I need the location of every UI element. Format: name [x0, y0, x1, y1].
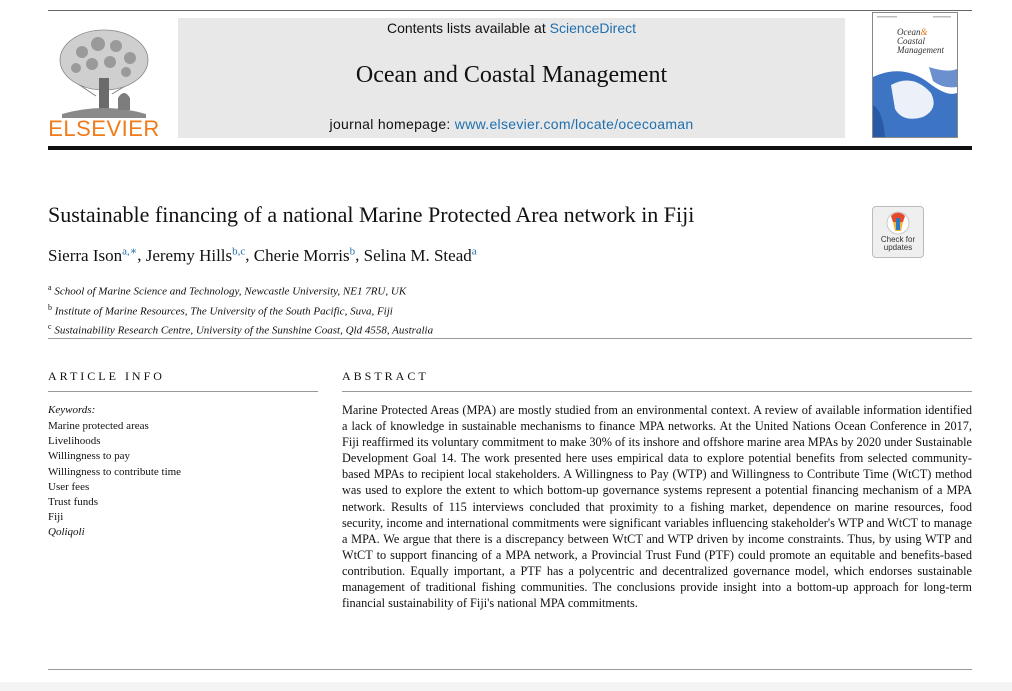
keyword-item[interactable]: Trust funds — [48, 496, 99, 509]
author-superscript[interactable]: a — [471, 245, 477, 257]
author-superscript[interactable]: b,c — [232, 245, 246, 257]
keyword-item[interactable]: Fiji — [48, 511, 64, 524]
sciencedirect-link[interactable]: ScienceDirect — [549, 20, 636, 36]
top-rule — [48, 10, 972, 11]
author-list — [48, 244, 477, 266]
cover-title-line2: Coastal — [897, 36, 926, 46]
updates-line1: Check for — [880, 235, 916, 244]
keyword-item[interactable]: Willingness to pay — [48, 450, 131, 463]
section-divider — [48, 338, 972, 339]
keyword-item[interactable]: Marine protected areas — [48, 420, 149, 432]
contents-prefix: Contents lists available at — [386, 20, 550, 36]
author-superscript[interactable]: b — [349, 245, 356, 257]
header-thick-rule — [48, 146, 972, 150]
contents-line — [178, 20, 845, 36]
abstract-heading: ABSTRACT — [342, 369, 429, 383]
cover-title-line1: Ocean — [897, 27, 921, 37]
article-info-heading: ARTICLE INFO — [48, 369, 165, 383]
abstract-rule — [342, 391, 972, 392]
check-for-updates-badge[interactable] — [872, 206, 924, 258]
affiliation-item — [48, 300, 433, 320]
keyword-item[interactable]: Willingness to contribute time — [48, 465, 182, 478]
author[interactable] — [254, 246, 355, 265]
check-for-updates-icon — [885, 210, 911, 236]
homepage-prefix: journal homepage: — [329, 116, 455, 132]
affiliations — [48, 280, 433, 339]
author[interactable] — [364, 246, 477, 265]
keyword-list — [48, 419, 181, 541]
publisher-name: ELSEVIER — [48, 116, 160, 141]
author-name: Selina M. Stead — [363, 245, 472, 265]
affiliation-item — [48, 280, 433, 300]
journal-homepage-link[interactable]: www.elsevier.com/locate/ocecoaman — [454, 116, 694, 132]
footer-rule — [48, 669, 972, 670]
affiliation-text: School of Marine Science and Technology, Newcastle University, NE1 7RU, UK — [54, 285, 407, 298]
author-name: Cherie Morris — [253, 245, 350, 265]
cover-title-ampersand: & — [920, 27, 928, 37]
affiliation-item — [48, 319, 433, 339]
affiliation-marker: c — [48, 322, 52, 332]
article-info-rule — [48, 391, 318, 392]
author[interactable] — [48, 246, 137, 265]
author-superscript[interactable]: a,∗ — [122, 245, 138, 257]
author[interactable] — [146, 246, 246, 265]
homepage-line — [178, 116, 845, 132]
affiliation-text: Sustainability Research Centre, University of the Sunshine Coast, Qld 4558, Australia — [54, 324, 434, 337]
affiliation-marker: a — [48, 283, 52, 292]
affiliation-text: Institute of Marine Resources, The University of the South Pacific, Suva, Fiji — [54, 305, 393, 318]
keywords-label: Keywords: — [48, 404, 96, 416]
journal-title: Ocean and Coastal Management — [355, 62, 668, 88]
journal-masthead — [178, 18, 845, 138]
journal-cover-thumbnail — [872, 12, 958, 138]
cover-title — [897, 28, 944, 55]
cover-title-line3: Management — [897, 45, 944, 55]
page-bottom-strip — [0, 682, 1012, 691]
author-separator: , — [355, 245, 364, 265]
keyword-item[interactable]: Livelihoods — [48, 435, 101, 448]
abstract-text: Marine Protected Areas (MPA) are mostly studied from an environmental context. A review of available information identified a lack of knowledge in sustainable mechanisms to finance MPA networks. At the United Nations Ocean Conference in 2017, Fiji reaffirmed its voluntary commitment to make 30% of its inshore and offshore marine area MPAs by 2020 under Sustainable Development Goal 14. The work presented here uses empirical data to explore potential benefits from selected community-based MPAs to recipient local stakeholders. A Willingness to Pay (WTP) and Willingness to Contribute Time (WtCT) method was used to explore the extent to which bottom-up governance systems represent a potential financing mechanism of a MPA network. Results of 115 interviews concluded that proximity to a fishing market, dependence on marine resources, food security, income and international commitments were significant variables influencing stakeholder's WTP and WtCT to manage a MPA. We argue that there is a discrepancy between WtCT and WTP driven by income constraints. Thus, by using WTP and WtCT to support financing of a MPA network, a Provincial Trust Fund (PTF) could promote an equitable and benefits-based contribution. Equally important, a PTF has a polycentric and decentralized governance model, which endorses sustainable management of traditional fishing communities. The conclusions provide insight into a bottom-up approach for long-term financial sustainability of Fiji's national MPA commitments. — [342, 403, 972, 611]
updates-line2: updates — [883, 243, 913, 252]
paper-title: Sustainable financing of a national Marine Protected Area network in Fiji — [48, 202, 695, 227]
author-separator: , — [245, 245, 254, 265]
keyword-item[interactable]: Qoliqoli — [48, 526, 85, 539]
affiliation-marker: b — [48, 302, 52, 312]
author-name: Sierra Ison — [48, 245, 123, 265]
author-separator: , — [137, 245, 146, 265]
keyword-item[interactable]: User fees — [48, 480, 90, 493]
check-for-updates-text — [873, 236, 923, 252]
author-name: Jeremy Hills — [145, 245, 233, 265]
